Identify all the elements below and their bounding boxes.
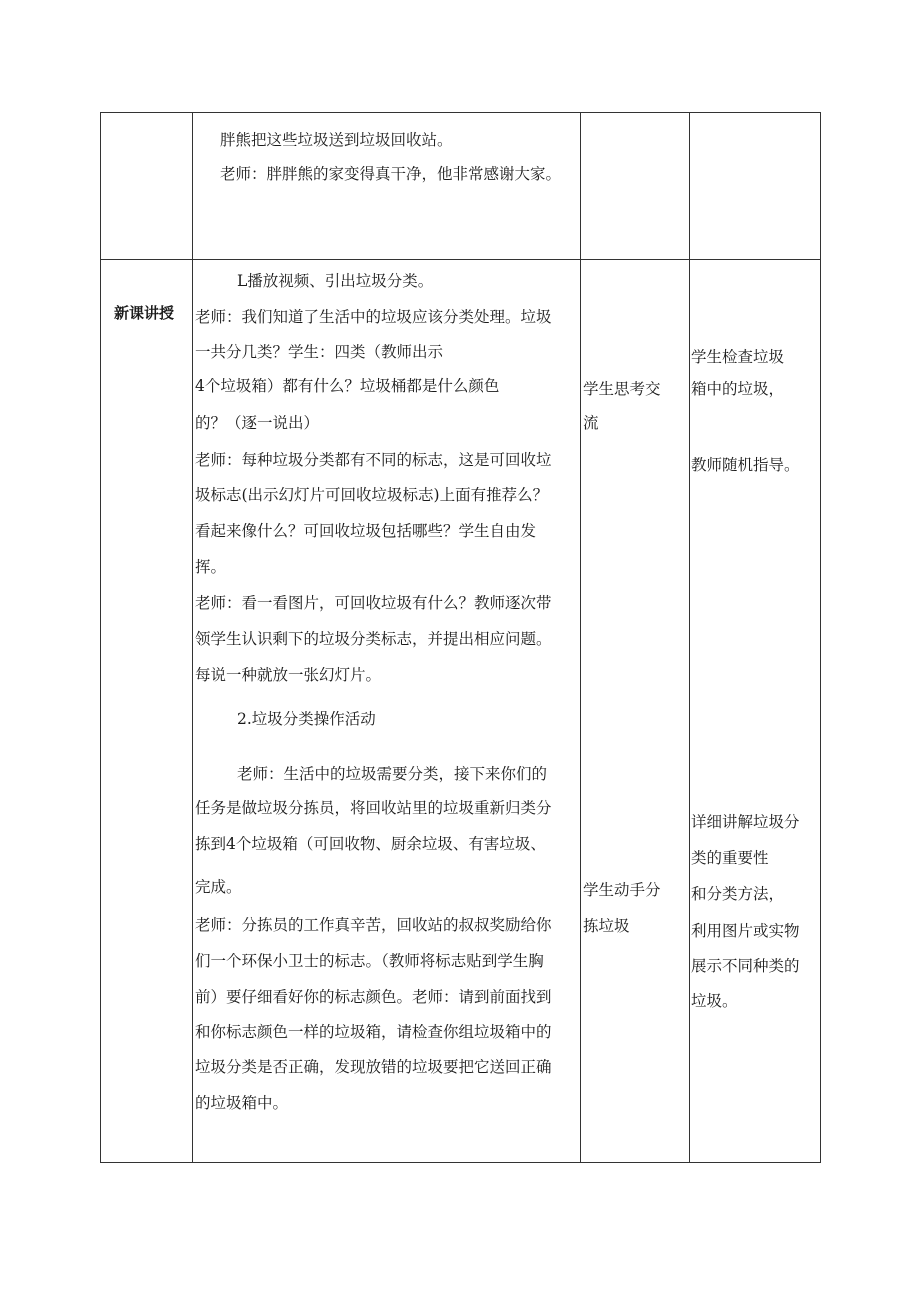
content-line: 4个垃圾箱）都有什么？垃圾桶都是什么颜色 bbox=[195, 377, 500, 395]
notes-line: 教师随机指导。 bbox=[691, 456, 800, 474]
content-line: 老师：胖胖熊的家变得真干净，他非常感谢大家。 bbox=[220, 165, 562, 183]
content-line: 2.垃圾分类操作活动 bbox=[237, 710, 376, 728]
content-line: 老师：每种垃圾分类都有不同的标志，这是可回收垃 bbox=[195, 451, 552, 469]
notes-cell bbox=[690, 260, 821, 1163]
content-line: L播放视频、引出垃圾分类。 bbox=[237, 272, 434, 290]
notes-line: 学生检查垃圾 bbox=[691, 348, 785, 366]
content-line: 前）要仔细看好你的标志颜色。老师：请到前面找到 bbox=[195, 988, 552, 1006]
section-label: 新课讲授 bbox=[114, 304, 175, 322]
content-line: 的垃圾箱中。 bbox=[195, 1094, 289, 1112]
notes-line: 箱中的垃圾， bbox=[691, 380, 785, 398]
content-line: 垃圾分类是否正确，发现放错的垃圾要把它送回正确 bbox=[195, 1058, 552, 1076]
student-activity-cell bbox=[581, 260, 690, 1163]
notes-line: 详细讲解垃圾分 bbox=[691, 813, 800, 831]
label-cell bbox=[101, 260, 193, 1163]
label-cell bbox=[101, 113, 193, 260]
content-line: 挥。 bbox=[195, 558, 227, 576]
content-cell bbox=[193, 260, 581, 1163]
content-line: 一共分几类？学生：四类（教师出示 bbox=[195, 343, 444, 361]
notes-line: 利用图片或实物 bbox=[691, 922, 800, 940]
student-activity-line: 拣垃圾 bbox=[583, 917, 630, 935]
content-line: 看起来像什么？可回收垃圾包括哪些？学生自由发 bbox=[195, 522, 537, 540]
content-cell bbox=[193, 113, 581, 260]
content-line: 和你标志颜色一样的垃圾箱，请检查你组垃圾箱中的 bbox=[195, 1023, 552, 1041]
table-row bbox=[101, 260, 821, 1163]
table-row bbox=[101, 113, 821, 260]
content-line: 圾标志(出示幻灯片可回收垃圾标志)上面有推荐么？ bbox=[195, 486, 549, 504]
content-line: 老师：生活中的垃圾需要分类，接下来你们的 bbox=[237, 765, 548, 783]
notes-line: 垃圾。 bbox=[691, 992, 738, 1010]
content-line: 拣到4个垃圾箱（可回收物、厨余垃圾、有害垃圾、 bbox=[195, 835, 546, 853]
content-line: 领学生认识剩下的垃圾分类标志，并提出相应问题。 bbox=[195, 630, 552, 648]
notes-line: 类的重要性 bbox=[691, 849, 769, 867]
content-line: 的？（逐一说出） bbox=[195, 414, 320, 432]
content-line: 老师：分拣员的工作真辛苦，回收站的叔叔奖励给你 bbox=[195, 916, 552, 934]
content-line: 任务是做垃圾分拣员，将回收站里的垃圾重新归类分 bbox=[195, 799, 552, 817]
student-activity-line: 学生思考交 bbox=[583, 380, 661, 398]
lesson-plan-table bbox=[100, 112, 821, 1163]
notes-cell bbox=[690, 113, 821, 260]
content-line: 老师：我们知道了生活中的垃圾应该分类处理。垃圾 bbox=[195, 308, 552, 326]
content-line: 们一个环保小卫士的标志。（教师将标志贴到学生胸 bbox=[195, 952, 544, 970]
student-activity-line: 流 bbox=[583, 414, 599, 432]
notes-line: 展示不同种类的 bbox=[691, 957, 800, 975]
student-activity-line: 学生动手分 bbox=[583, 881, 661, 899]
content-line: 老师：看一看图片，可回收垃圾有什么？教师逐次带 bbox=[195, 594, 552, 612]
content-line: 每说一种就放一张幻灯片。 bbox=[195, 666, 382, 684]
notes-line: 和分类方法， bbox=[691, 885, 785, 903]
content-line: 胖熊把这些垃圾送到垃圾回收站。 bbox=[220, 131, 453, 149]
student-activity-cell bbox=[581, 113, 690, 260]
content-line: 完成。 bbox=[195, 878, 242, 896]
